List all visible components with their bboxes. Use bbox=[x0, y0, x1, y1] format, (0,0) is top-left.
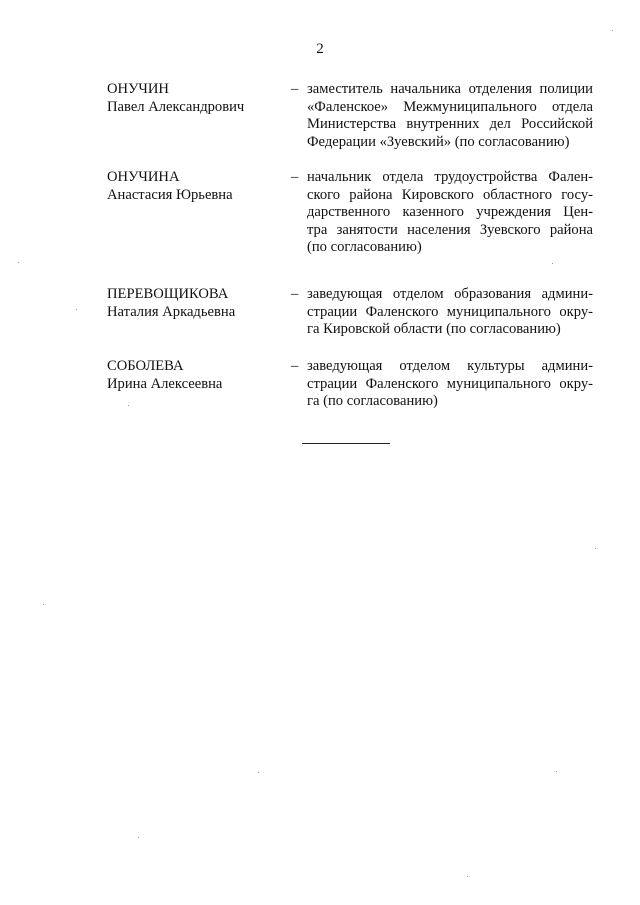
member-given-names: Павел Александрович bbox=[107, 98, 245, 115]
member-given-names: Ирина Алексеевна bbox=[107, 375, 223, 392]
scan-speck bbox=[76, 309, 77, 310]
member-role bbox=[307, 358, 593, 411]
role-line: га (по согласованию) bbox=[307, 393, 438, 409]
dash-separator: – bbox=[291, 169, 299, 185]
scan-speck bbox=[552, 263, 553, 264]
scan-speck bbox=[556, 771, 557, 772]
role-line: тра занятости населения Зуевского района bbox=[307, 221, 593, 238]
member-name bbox=[107, 81, 282, 116]
role-line: «Фаленское» Межмуниципального отдела bbox=[307, 98, 593, 115]
member-surname: ОНУЧИН bbox=[107, 81, 169, 97]
dash-separator: – bbox=[291, 81, 299, 97]
member-given-names: Анастасия Юрьевна bbox=[107, 186, 233, 203]
scan-speck bbox=[467, 876, 468, 877]
role-line: заведующая отделом образования админи- bbox=[307, 286, 593, 302]
role-line: Федерации «Зуевский» (по согласованию) bbox=[307, 133, 570, 150]
dash-separator: – bbox=[291, 358, 299, 374]
scan-speck bbox=[595, 548, 596, 549]
role-line: га Кировской области (по согласованию) bbox=[307, 321, 561, 337]
member-given-names: Наталия Аркадьевна bbox=[107, 303, 236, 320]
scan-speck bbox=[612, 30, 613, 31]
role-line: страции Фаленского муниципального окру- bbox=[307, 303, 593, 320]
page-number: 2 bbox=[316, 41, 324, 57]
role-line: дарственного казенного учреждения Цен- bbox=[307, 204, 593, 220]
member-name bbox=[107, 169, 282, 204]
role-line: заведующая отделом культуры админи- bbox=[307, 358, 593, 374]
member-surname: ОНУЧИНА bbox=[107, 169, 180, 185]
member-name bbox=[107, 358, 282, 393]
end-separator-line bbox=[302, 443, 390, 444]
scan-speck bbox=[138, 837, 139, 838]
member-surname: СОБОЛЕВА bbox=[107, 358, 184, 374]
role-line: Министерства внутренних дел Российской bbox=[307, 116, 593, 132]
scan-speck bbox=[18, 262, 19, 263]
role-line: страции Фаленского муниципального окру- bbox=[307, 375, 593, 392]
role-line: (по согласованию) bbox=[307, 239, 422, 255]
role-line: заместитель начальника отделения полиции bbox=[307, 81, 593, 97]
role-line: начальник отдела трудоустройства Фален- bbox=[307, 169, 593, 185]
member-role bbox=[307, 81, 593, 151]
dash-separator: – bbox=[291, 286, 299, 302]
scan-speck bbox=[258, 772, 259, 773]
scan-speck bbox=[43, 604, 44, 605]
member-surname: ПЕРЕВОЩИКОВА bbox=[107, 286, 229, 302]
role-line: ского района Кировского областного госу- bbox=[307, 186, 593, 203]
member-name bbox=[107, 286, 282, 321]
scan-speck bbox=[128, 405, 129, 406]
member-role bbox=[307, 286, 593, 339]
member-role bbox=[307, 169, 593, 257]
